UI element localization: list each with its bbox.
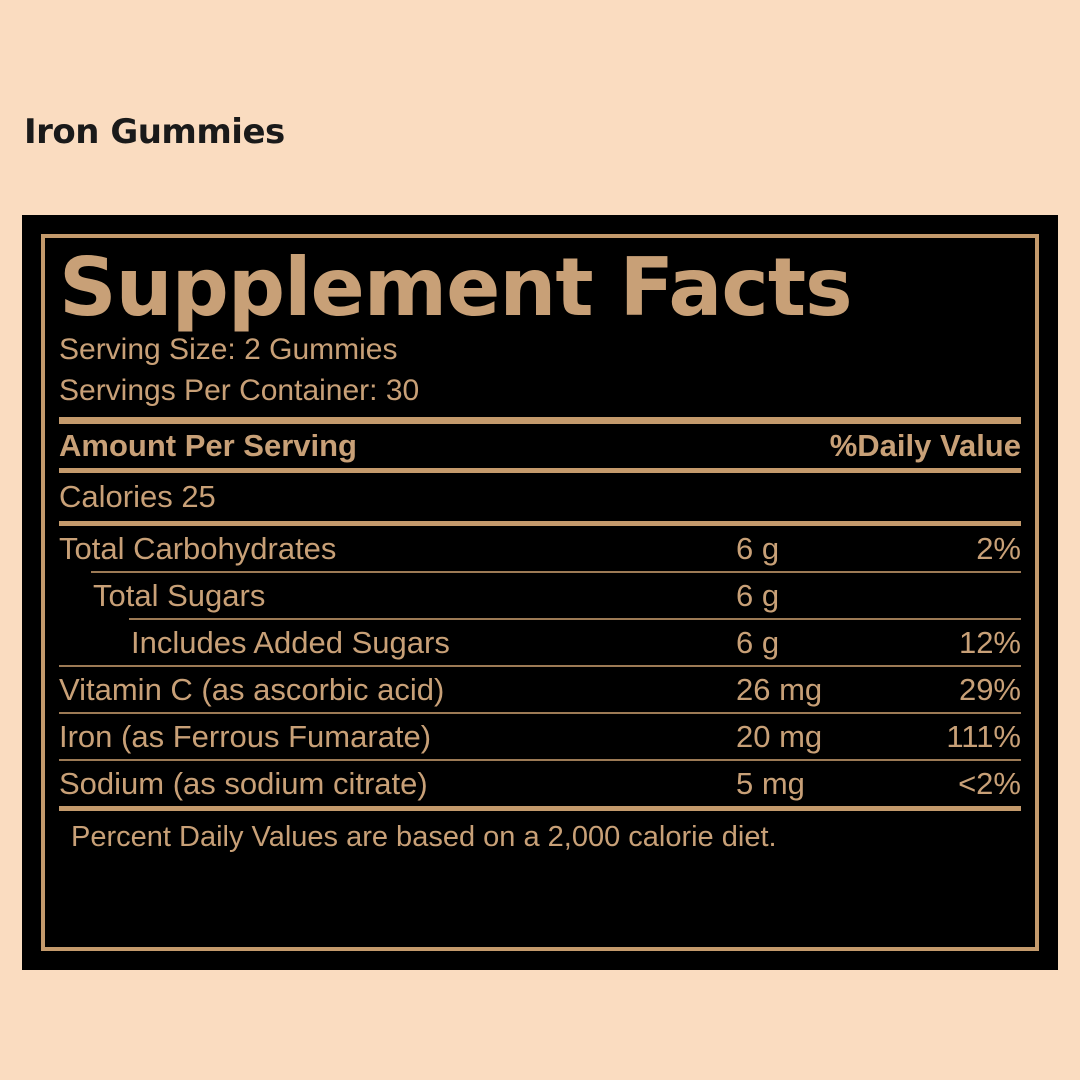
table-row bbox=[59, 667, 1021, 712]
page-title: Iron Gummies bbox=[24, 112, 285, 152]
table-row bbox=[59, 761, 1021, 806]
serving-size-text: Serving Size: 2 Gummies bbox=[59, 333, 398, 366]
nutrient-dv: 111% bbox=[946, 719, 1021, 754]
servings-per-container-text: Servings Per Container: 30 bbox=[59, 373, 420, 407]
nutrient-dv: 12% bbox=[958, 625, 1021, 660]
daily-value-header: %Daily Value bbox=[829, 428, 1021, 463]
nutrient-dv: <2% bbox=[958, 766, 1021, 801]
nutrient-amount: 5 mg bbox=[736, 766, 805, 801]
calories-row bbox=[59, 473, 1021, 521]
nutrient-amount: 20 mg bbox=[736, 719, 823, 754]
nutrient-amount: 6 g bbox=[736, 531, 780, 566]
supplement-facts-panel-inner bbox=[41, 234, 1039, 951]
nutrient-name: Includes Added Sugars bbox=[131, 625, 450, 660]
table-row bbox=[59, 573, 1021, 618]
supplement-facts-heading: Supplement Facts bbox=[59, 241, 852, 334]
nutrient-name: Iron (as Ferrous Fumarate) bbox=[59, 719, 432, 754]
table-row bbox=[59, 620, 1021, 665]
daily-value-footnote: Percent Daily Values are based on a 2,000 calorie diet. bbox=[71, 821, 777, 853]
nutrient-name: Sodium (as sodium citrate) bbox=[59, 766, 428, 801]
nutrient-amount: 6 g bbox=[736, 578, 780, 613]
nutrient-amount: 26 mg bbox=[736, 672, 823, 707]
divider-thick-top bbox=[59, 417, 1021, 424]
amount-per-serving-header: Amount Per Serving bbox=[59, 428, 357, 463]
nutrient-name: Vitamin C (as ascorbic acid) bbox=[59, 672, 445, 707]
supplement-facts-panel bbox=[22, 215, 1058, 970]
nutrient-name: Total Carbohydrates bbox=[59, 531, 337, 566]
table-row bbox=[59, 526, 1021, 571]
nutrient-dv: 2% bbox=[976, 531, 1021, 566]
table-row bbox=[59, 714, 1021, 759]
nutrient-amount: 6 g bbox=[736, 625, 780, 660]
calories-label: Calories 25 bbox=[59, 479, 216, 514]
table-header-row bbox=[59, 424, 1021, 468]
nutrient-name: Total Sugars bbox=[93, 578, 266, 613]
nutrient-dv: 29% bbox=[958, 672, 1021, 707]
